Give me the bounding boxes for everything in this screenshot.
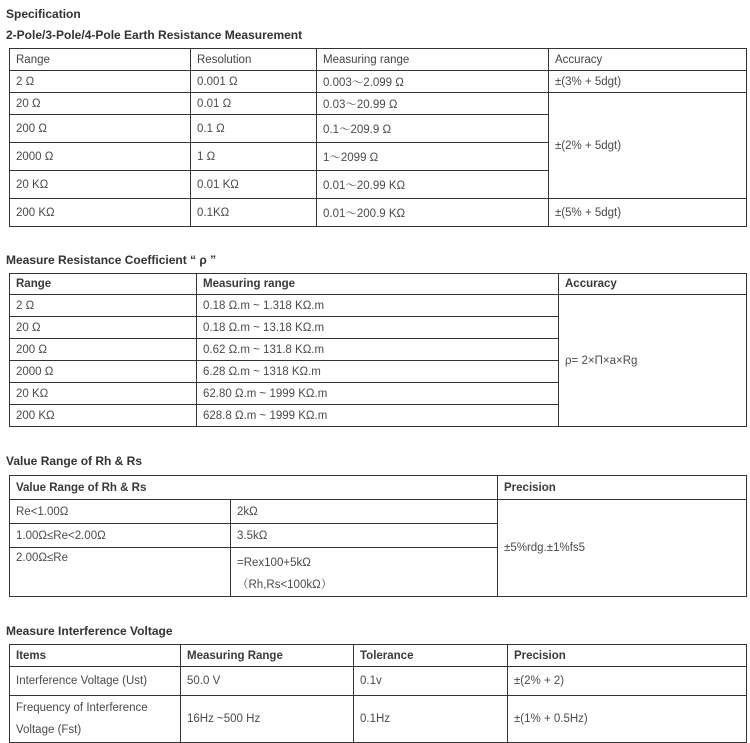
range-cell: 200 KΩ <box>10 199 191 227</box>
range-cell: 200 Ω <box>10 339 197 361</box>
table-row <box>10 696 747 743</box>
measuring-range-cell: 16Hz ~500 Hz <box>181 696 354 743</box>
range-cell: 200 KΩ <box>10 405 197 427</box>
item-cell: Frequency of Interference Voltage (Fst) <box>10 696 181 743</box>
column-header: Resolution <box>191 49 317 71</box>
measuring-range-cell: 0.03～20.99 Ω <box>317 93 549 115</box>
column-header: Range <box>10 274 197 295</box>
section-subtitle-earth-resistance: 2-Pole/3-Pole/4-Pole Earth Resistance Measurement <box>6 28 303 42</box>
condition-cell: Re<1.00Ω <box>10 500 231 524</box>
condition-cell: 2.00Ω≤Re <box>10 548 231 597</box>
column-header: Measuring range <box>197 274 559 295</box>
accuracy-cell: ±(3% + 5dgt) <box>549 71 747 93</box>
table-header-row <box>10 274 747 295</box>
precision-cell: ±(1% + 0.5Hz) <box>508 696 747 743</box>
measuring-range-cell: 0.1～209.9 Ω <box>317 115 549 143</box>
column-header: Value Range of Rh & Rs <box>10 476 498 500</box>
table-header-row <box>10 476 747 500</box>
column-header: Items <box>10 645 181 667</box>
resolution-cell: 0.01 KΩ <box>191 171 317 199</box>
range-cell: 2 Ω <box>10 295 197 317</box>
formula-cell: ρ= 2×Π×a×Rg <box>559 295 747 427</box>
value-cell <box>231 548 498 597</box>
range-cell: 20 Ω <box>10 93 191 115</box>
measuring-range-cell: 62.80 Ω.m ~ 1999 KΩ.m <box>197 383 559 405</box>
column-header: Measuring range <box>317 49 549 71</box>
spec-table <box>9 48 747 227</box>
table-header-row <box>10 645 747 667</box>
accuracy-cell: ±(2% + 5dgt) <box>549 93 747 199</box>
range-cell: 2000 Ω <box>10 361 197 383</box>
rho-table <box>9 273 747 427</box>
range-cell: 20 KΩ <box>10 171 191 199</box>
table-row <box>10 667 747 696</box>
column-header: Measuring Range <box>181 645 354 667</box>
measuring-range-cell: 50.0 V <box>181 667 354 696</box>
precision-cell: ±(2% + 2) <box>508 667 747 696</box>
measuring-range-cell: 0.01～20.99 KΩ <box>317 171 549 199</box>
condition-cell: 1.00Ω≤Re<2.00Ω <box>10 524 231 548</box>
section-title-resistance-coefficient: Measure Resistance Coefficient “ ρ ” <box>6 253 217 267</box>
table-row <box>10 295 747 317</box>
column-header: Accuracy <box>559 274 747 295</box>
measuring-range-cell: 0.18 Ω.m ~ 13.18 KΩ.m <box>197 317 559 339</box>
tolerance-cell: 0.1Hz <box>354 696 508 743</box>
tolerance-cell: 0.1v <box>354 667 508 696</box>
measuring-range-cell: 0.01～200.9 KΩ <box>317 199 549 227</box>
column-header: Tolerance <box>354 645 508 667</box>
precision-cell: ±5%rdg.±1%fs5 <box>498 500 747 597</box>
table-row <box>10 71 747 93</box>
value-cell: 3.5kΩ <box>231 524 498 548</box>
range-cell: 200 Ω <box>10 115 191 143</box>
measuring-range-cell: 6.28 Ω.m ~ 1318 KΩ.m <box>197 361 559 383</box>
measuring-range-cell: 0.003～2.099 Ω <box>317 71 549 93</box>
column-header: Accuracy <box>549 49 747 71</box>
value-formula: =Rex100+5kΩ <box>237 557 311 569</box>
measuring-range-cell: 0.62 Ω.m ~ 131.8 KΩ.m <box>197 339 559 361</box>
value-cell: 2kΩ <box>231 500 498 524</box>
measuring-range-cell: 0.18 Ω.m ~ 1.318 KΩ.m <box>197 295 559 317</box>
column-header: Range <box>10 49 191 71</box>
table-row <box>10 93 747 115</box>
rhrs-table <box>9 475 747 597</box>
table-row <box>10 199 747 227</box>
range-cell: 2000 Ω <box>10 143 191 171</box>
table-row <box>10 500 747 524</box>
accuracy-cell: ±(5% + 5dgt) <box>549 199 747 227</box>
measuring-range-cell: 1～2099 Ω <box>317 143 549 171</box>
section-title-interference-voltage: Measure Interference Voltage <box>6 624 173 638</box>
section-title-rh-rs: Value Range of Rh & Rs <box>6 454 143 468</box>
section-title-specification: Specification <box>6 7 81 21</box>
table-header-row <box>10 49 747 71</box>
range-cell: 20 Ω <box>10 317 197 339</box>
resolution-cell: 0.1KΩ <box>191 199 317 227</box>
resolution-cell: 0.001 Ω <box>191 71 317 93</box>
resolution-cell: 0.01 Ω <box>191 93 317 115</box>
resolution-cell: 1 Ω <box>191 143 317 171</box>
range-cell: 20 KΩ <box>10 383 197 405</box>
range-cell: 2 Ω <box>10 71 191 93</box>
item-cell: Interference Voltage (Ust) <box>10 667 181 696</box>
value-note: （Rh,Rs<100kΩ） <box>237 579 333 591</box>
column-header: Precision <box>498 476 747 500</box>
resolution-cell: 0.1 Ω <box>191 115 317 143</box>
voltage-table <box>9 644 747 743</box>
measuring-range-cell: 628.8 Ω.m ~ 1999 KΩ.m <box>197 405 559 427</box>
column-header: Precision <box>508 645 747 667</box>
